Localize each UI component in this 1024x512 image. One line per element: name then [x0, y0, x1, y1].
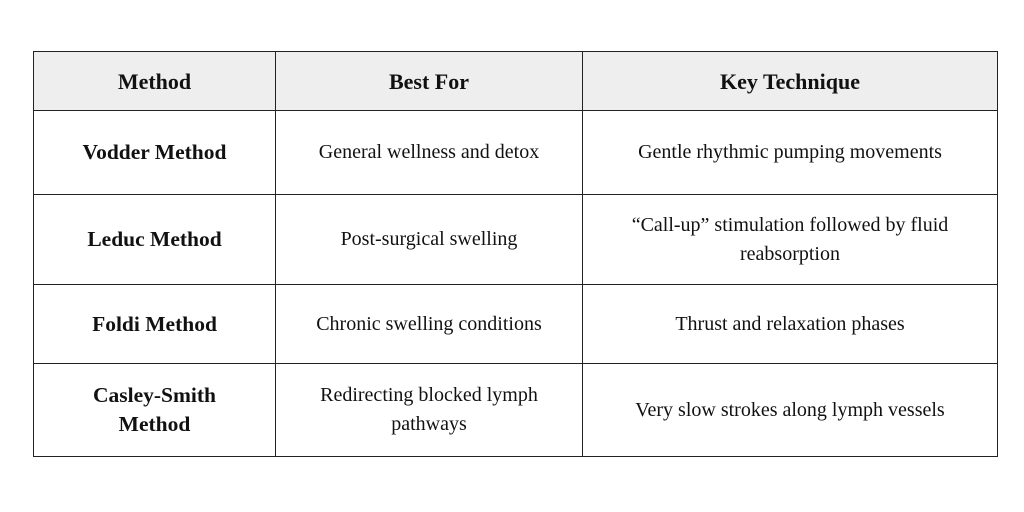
header-method: Method — [34, 52, 276, 111]
cell-method: Vodder Method — [34, 111, 276, 195]
cell-method: Leduc Method — [34, 195, 276, 285]
table-body — [34, 111, 998, 457]
table-row — [34, 364, 998, 457]
table-row — [34, 111, 998, 195]
cell-key-technique: Very slow strokes along lymph vessels — [583, 364, 998, 457]
cell-best-for: General wellness and detox — [276, 111, 583, 195]
table-row — [34, 285, 998, 364]
cell-best-for: Chronic swelling conditions — [276, 285, 583, 364]
methods-table — [33, 51, 998, 457]
cell-key-technique: “Call-up” stimulation followed by fluid reabsorption — [583, 195, 998, 285]
header-key-technique: Key Technique — [583, 52, 998, 111]
cell-method: Casley-Smith Method — [34, 364, 276, 457]
table-header — [34, 52, 998, 111]
header-row — [34, 52, 998, 111]
cell-best-for: Post-surgical swelling — [276, 195, 583, 285]
cell-method: Foldi Method — [34, 285, 276, 364]
header-best-for: Best For — [276, 52, 583, 111]
cell-best-for: Redirecting blocked lymph pathways — [276, 364, 583, 457]
cell-key-technique: Gentle rhythmic pumping movements — [583, 111, 998, 195]
cell-key-technique: Thrust and relaxation phases — [583, 285, 998, 364]
table-row — [34, 195, 998, 285]
